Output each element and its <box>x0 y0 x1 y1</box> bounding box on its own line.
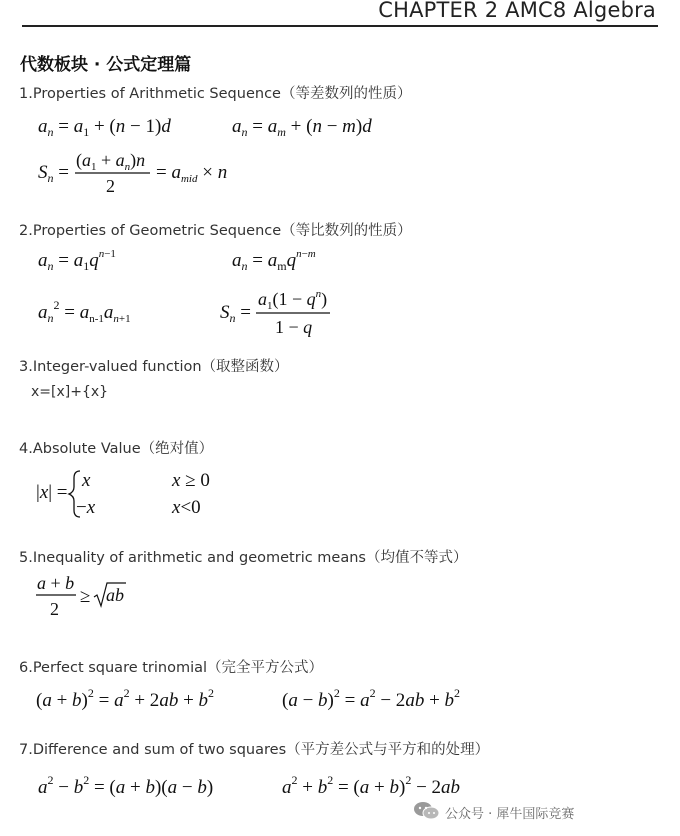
svg-text:x: x <box>82 470 91 491</box>
heading-squares: 7.Difference and sum of two squares（平方差公式与平方和的处理） <box>19 742 490 758</box>
svg-text:an = a1qn−1: $a_n = a_1q^n-1$ <box>38 248 116 273</box>
formula-arithmetic-sum <box>38 150 227 196</box>
svg-text:ab: ab <box>106 585 124 605</box>
heading-perfect-square: 6.Perfect square trinomial（完全平方公式） <box>19 660 324 676</box>
svg-text:2: 2 <box>106 176 115 196</box>
heading-integer-function: 3.Integer-valued function（取整函数） <box>19 359 289 375</box>
svg-text:2: 2 <box>50 599 59 619</box>
svg-text:Sn =: $S_n$ = <box>38 162 69 185</box>
formula-geometric-nth-term <box>38 248 116 273</box>
formula-am-gm <box>36 573 126 619</box>
watermark-text: 公众号 · 犀牛国际竞赛 <box>445 807 575 822</box>
formula-difference-of-squares <box>38 773 213 798</box>
formula-arithmetic-nth-term <box>38 116 171 139</box>
svg-text:an = a1 + (n − 1)d: $a_n = a_1 + (n - 1)d$ <box>38 116 171 139</box>
chapter-header: CHAPTER 2 AMC8 Algebra <box>378 0 656 22</box>
svg-text:a2 − b2 = (a + b)(a − b): $a^2 - b^2 = (a + b)(a - b)$ <box>38 773 214 798</box>
svg-text:x<0: x<0 <box>172 497 201 518</box>
svg-text:(a − b)2 = a2 − 2ab + b2: $(a - b)^2 = a^2 - 2ab + b^2$ <box>282 686 461 711</box>
formula-geometric-general <box>232 248 316 273</box>
svg-text:Sn =: $S_n$ = <box>220 302 251 325</box>
svg-text:x ≥ 0: x ≥ 0 <box>172 470 210 491</box>
wechat-icon <box>412 800 442 822</box>
formula-geometric-mean <box>38 298 131 325</box>
svg-text:|x| =: |x| = <box>36 482 68 503</box>
svg-text:a2 + b2 = (a + b)2 − 2ab: $a^2 + b^2 = (a + b)^2 - 2ab$ <box>282 773 461 798</box>
svg-text:a1(1 − qn): $a_1(1 - q^n)$ <box>258 288 328 312</box>
svg-text:(a + b)2 = a2 + 2ab + b2: $(a + b)^2 = a^2 + 2ab + b^2$ <box>36 686 215 711</box>
formula-sum-of-squares <box>282 773 460 798</box>
heading-am-gm: 5.Inequality of arithmetic and geometric means（均值不等式） <box>19 550 468 566</box>
section-title: 代数板块 · 公式定理篇 <box>20 55 192 75</box>
formula-square-of-sum <box>36 686 214 711</box>
formula-geometric-sum <box>220 288 330 337</box>
formula-arithmetic-general <box>232 116 372 139</box>
integer-function-formula: x=[x]+{x} <box>31 384 109 400</box>
formula-square-of-difference <box>282 686 460 711</box>
svg-text:an2 = an-1an+1: $a_n^2 = a_{n-1}a_n+1$ <box>38 298 131 325</box>
svg-text:≥: ≥ <box>80 586 91 607</box>
svg-text:1 − q: 1 − q <box>275 317 313 337</box>
formula-absolute-value <box>36 470 210 518</box>
svg-text:a + b: a + b <box>37 573 75 593</box>
svg-text:−x: −x <box>76 497 96 518</box>
svg-text:an = am + (n − m)d: $a_n = a_m + (n - m)d$ <box>232 116 372 139</box>
heading-absolute-value: 4.Absolute Value（绝对值） <box>19 441 214 457</box>
heading-geometric-sequence: 2.Properties of Geometric Sequence（等比数列的性质） <box>19 223 412 239</box>
svg-text:= amid × n: = $a_{mid} \times n$ <box>156 162 228 185</box>
svg-text:an = amqn−m: $a_n = a_mq^n-m$ <box>232 248 316 273</box>
heading-arithmetic-sequence: 1.Properties of Arithmetic Sequence（等差数列的性质） <box>19 86 412 102</box>
svg-text:(a1 + an)n: $(a_1 + a_n)n$ <box>76 150 146 173</box>
